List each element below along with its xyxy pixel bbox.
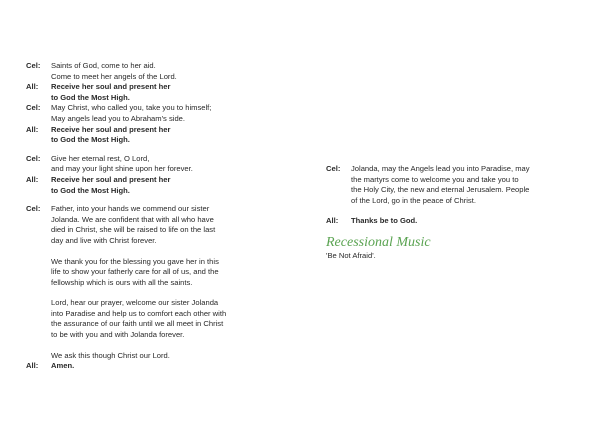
text-line: life to show your fatherly care for all of us, and the (51, 267, 219, 277)
prayer-text (51, 154, 296, 175)
text-line: the Holy City, the new and eternal Jerusalem. People (351, 185, 530, 195)
text-line: of the Lord, go in the peace of Christ. (351, 195, 476, 205)
text-line: Thanks be to God. (351, 216, 418, 226)
text-line: day and live with Christ forever. (51, 235, 157, 245)
text-line: to God the Most High. (51, 185, 130, 195)
text-line: into Paradise and help us to comfort each other with (51, 308, 227, 318)
speaker-label: All: (26, 174, 39, 184)
text-line: the martyrs come to welcome you and take you to (351, 174, 519, 184)
speaker-label: Cel: (26, 153, 41, 163)
text-line: We ask this though Christ our Lord. (51, 350, 170, 360)
prayer-text (51, 298, 296, 340)
dialogue-line (326, 216, 576, 227)
speaker-label (26, 351, 51, 362)
recessional-music-heading: Recessional Music (326, 234, 431, 250)
dialogue-line (26, 61, 296, 82)
speaker-label (26, 257, 51, 289)
text-line: May Christ, who called you, take you to himself; (51, 103, 212, 113)
text-line: May angels lead you to Abraham's side. (51, 113, 185, 123)
prayer-text (51, 257, 296, 289)
speaker-label (26, 298, 51, 340)
right-column (326, 164, 576, 261)
speaker-label: Cel: (326, 164, 341, 173)
speaker-label: All: (326, 216, 339, 226)
prayer-text (51, 61, 296, 82)
text-line: Receive her soul and present her (51, 124, 171, 134)
speaker-label: Cel: (26, 61, 41, 70)
dialogue-line (26, 154, 296, 175)
prayer-text (351, 164, 576, 206)
response-text (51, 361, 296, 372)
prayer-text (51, 204, 296, 246)
speaker-label: All: (26, 124, 39, 134)
prayer-text (51, 103, 296, 124)
text-line: Saints of God, come to her aid. (51, 61, 156, 70)
recessional-song-title: 'Be Not Afraid'. (326, 250, 376, 260)
text-line: Come to meet her angels of the Lord. (51, 71, 177, 81)
dialogue-line (26, 298, 296, 340)
text-line: Receive her soul and present her (51, 82, 171, 92)
text-line: and may your light shine upon her forever. (51, 164, 193, 174)
text-line: to be with you and with Jolanda forever. (51, 330, 185, 340)
text-line: to God the Most High. (51, 92, 130, 102)
dialogue-line (26, 361, 296, 372)
dialogue-line (26, 351, 296, 362)
left-column (26, 61, 296, 372)
text-line: We thank you for the blessing you gave her in this (51, 256, 219, 266)
speaker-label: Cel: (26, 103, 41, 113)
dialogue-line (26, 125, 296, 146)
text-line: Jolanda, may the Angels lead you into Paradise, may (351, 164, 530, 173)
response-text (51, 82, 296, 103)
response-text (351, 216, 576, 227)
text-line: Father, into your hands we commend our sister (51, 204, 210, 214)
text-line: Amen. (51, 361, 75, 371)
text-line: the assurance of our faith until we all meet in Christ (51, 319, 224, 329)
dialogue-line (26, 204, 296, 246)
dialogue-line (26, 257, 296, 289)
speaker-label: Cel: (26, 204, 41, 214)
text-line: died in Christ, she will be raised to life on the last (51, 225, 216, 235)
text-line: Receive her soul and present her (51, 174, 171, 184)
text-line: Lord, hear our prayer, welcome our sister Jolanda (51, 298, 219, 308)
speaker-label: All: (26, 361, 39, 371)
text-line: Give her eternal rest, O Lord, (51, 153, 150, 163)
dialogue-line (326, 164, 576, 206)
dialogue-line (26, 82, 296, 103)
text-line: to God the Most High. (51, 135, 130, 145)
dialogue-line (26, 175, 296, 196)
dialogue-line (26, 103, 296, 124)
response-text (51, 125, 296, 146)
prayer-text (51, 351, 296, 362)
response-text (51, 175, 296, 196)
speaker-label: All: (26, 82, 39, 92)
text-line: Jolanda. We are confident that with all who have (51, 214, 214, 224)
text-line: fellowship which is ours with all the saints. (51, 277, 193, 287)
